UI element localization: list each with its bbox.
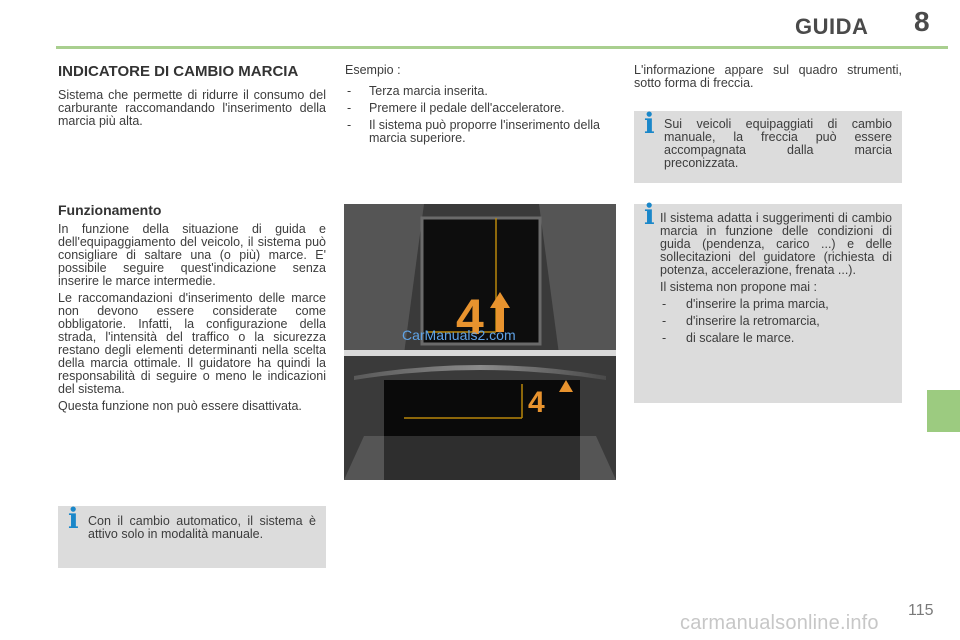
info-box-manual (634, 107, 902, 183)
column-left (58, 64, 326, 132)
body-paragraph-1: In funzione della situazione di guida e dell'equipaggiamento del veicolo, il sistema può consigliare di saltare una (o più) marce. E' possibile seguire quest'indicazione senza inserire le marce intermedie. (58, 222, 326, 288)
info-text-intro: Il sistema non propone mai : (660, 280, 818, 294)
intro-paragraph: Sistema che permette di ridurre il consumo del carburante raccomandando l'inserimento della marcia più alta. (58, 88, 326, 128)
column-right (634, 64, 902, 94)
sub-heading: Funzionamento (58, 202, 162, 218)
list-item: - d'inserire la retromarcia, (662, 314, 820, 328)
never-list (660, 298, 892, 345)
section-title: GUIDA (795, 14, 869, 39)
site-watermark: carmanualsonline.info (680, 612, 879, 634)
list-item: - d'inserire la prima marcia, (662, 297, 829, 311)
photo-watermark: CarManuals2.com (402, 327, 516, 343)
info-text: Con il cambio automatico, il sistema è attivo solo in modalità manuale. (88, 514, 316, 541)
list-item: - di scalare le marce. (662, 331, 795, 345)
chapter-tab (927, 390, 960, 432)
gear-indicator-bottom: 4 (528, 386, 545, 419)
info-box-system (634, 198, 902, 403)
main-heading: INDICATORE DI CAMBIO MARCIA (58, 63, 299, 80)
gear-indicator-top: 4 (456, 289, 484, 345)
info-icon: i (644, 107, 655, 140)
body-paragraph-3: Questa funzione non può essere disattivata. (58, 399, 302, 413)
list-item: - Premere il pedale dell'acceleratore. (347, 101, 565, 115)
info-text: Il sistema adatta i suggerimenti di cambio marcia in funzione delle condizioni di guida (pendenza, carico ...) e delle sollecitazioni del guidatore (richiesta di potenza, accelerazione, frenata ...). (660, 211, 892, 277)
display-paragraph: L'informazione appare sul quadro strumenti, sotto forma di freccia. (634, 63, 902, 90)
column-left-body (58, 204, 326, 417)
info-icon: i (68, 502, 79, 535)
chapter-number: 8 (914, 6, 930, 37)
step-list (345, 85, 615, 145)
header-rule (56, 46, 948, 49)
list-item: - Il sistema può proporre l'inserimento della marcia superiore. (347, 118, 600, 145)
list-item: - Terza marcia inserita. (347, 84, 488, 98)
info-box-automatic (58, 502, 326, 568)
column-middle (345, 64, 615, 149)
instrument-panel-photo (344, 204, 616, 480)
dashboard-illustration (344, 204, 616, 480)
info-text: Sui veicoli equipaggiati di cambio manuale, la freccia può essere accompagnata dalla marcia preconizzata. (664, 117, 892, 170)
body-paragraph-2: Le raccomandazioni d'inserimento delle marce non devono essere considerate come obbligatorie. Infatti, la configurazione della strada, l'intensità del traffico o la sicurezza restano degli elementi determinanti nella scelta della marcia ottimale. Il guidatore ha quindi la responsabilità di seguire o meno le indicazioni del sistema. (58, 291, 326, 396)
info-icon: i (644, 198, 655, 231)
page-number: 115 (908, 602, 934, 619)
example-label: Esempio : (345, 63, 401, 77)
